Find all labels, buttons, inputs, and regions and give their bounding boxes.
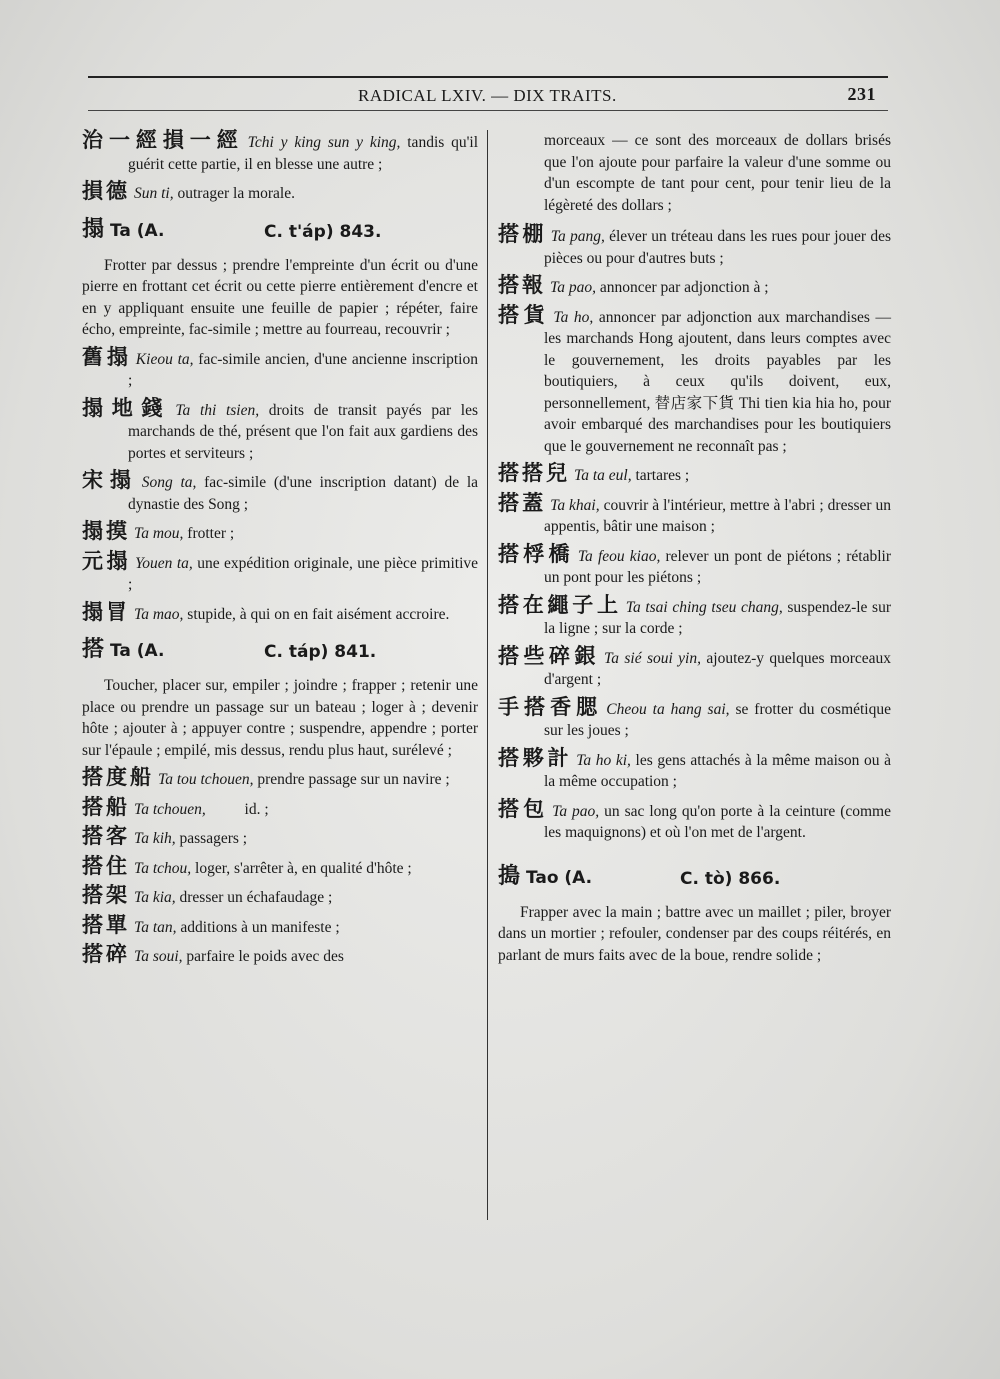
entry: 搭桴橋 Ta feou kiao, relever un pont de piétons ; rétablir un pont pour les piétons ; (498, 541, 891, 586)
entry: 搭度船 Ta tou tchouen, prendre passage sur un navire ; (82, 765, 450, 789)
entry: 搭棚 Ta pang, élever un tréteau dans les rues pour jouer des pièces ou pour d'autres buts ; (498, 222, 891, 267)
entry: 搭單 Ta tan, additions à un manifeste ; (82, 912, 340, 937)
entry: 搨冒 Ta mao, stupide, à qui on en fait aisément accroire. (82, 599, 450, 624)
entry: 舊搨 Kieou ta, fac-simile ancien, d'une ancienne inscription ; (82, 344, 478, 389)
right-column (498, 130, 891, 972)
page-number: 231 (847, 84, 876, 104)
continued-text: morceaux — ce sont des morceaux de dollars brisés que l'on ajoute pour parfaire la valeur d'une somme ou d'un escompte de tant pour cent, pour tenir lieu de la légèreté des dollars ; (544, 132, 891, 214)
column-divider (487, 130, 488, 1220)
entry: 搭船 Ta tchouen, id. ; (82, 794, 269, 819)
headword: 搨 Ta (A. C. t'áp) 843. (82, 216, 382, 242)
entry: 搭貨 Ta ho, annoncer par adjonction aux marchandises — les marchands Hong ajoutent, dans leurs comptes avec le gouvernement, les droits payables par les boutiquiers, à ceux qu'ils doivent, eux, personnellement, 替店家下貨 Thi tien kia hia ho, pour avoir embarqué des marchandises pour les boutiquiers que le gouvernement ne reconnaît pas ; (498, 302, 892, 455)
headword: 搗 Tao (A. C. tò) 866. (498, 863, 781, 889)
entry: 手搭香腮 Cheou ta hang sai, se frotter du cosmétique sur les joues ; (498, 694, 891, 739)
entry: 搨摸 Ta mou, frotter ; (82, 519, 235, 543)
page-header (88, 84, 888, 108)
entry: 損德 Sun ti, outrager la morale. (82, 179, 295, 203)
entry: 搭搭兒 Ta ta eul, tartares ; (498, 461, 690, 485)
definition: Frapper avec la main ; battre avec un maillet ; piler, broyer dans un mortier ; refouler, condenser par des coups réitérés, en parlant de murs faits avec de la boue, rendre solide ; (498, 903, 891, 964)
entry: 搭在繩子上 Ta tsai ching tseu chang, suspendez-le sur la ligne ; sur la corde ; (498, 592, 891, 637)
entry: 搭夥計 Ta ho ki, les gens attachés à la même maison ou à la même occupation ; (498, 745, 892, 790)
definition: Frotter par dessus ; prendre l'empreinte d'un écrit ou d'une pierre en frottant cet écrit ou cette pierre entièrement d'encre et en y appliquant ensuite une feuille de papier ; répéter, faire écho, empreinte, fac-simile ; mettre au fourreau, recouvrir ; (82, 256, 478, 338)
entry: 搭些碎銀 Ta sié soui yin, ajoutez-y quelques morceaux d'argent ; (498, 643, 892, 688)
entry: 搨地錢 Ta thi tsien, droits de transit payés par les marchands de thé, présent que l'on fait aux gardiens des portes et serviteurs ; (82, 395, 479, 462)
entry: 搭蓋 Ta khai, couvrir à l'intérieur, mettre à l'abri ; dresser un appentis, bâtir une maison ; (498, 490, 892, 535)
entry: 搭住 Ta tchou, loger, s'arrêter à, en qualité d'hôte ; (82, 853, 412, 878)
entry: 治一經損一經 Tchi y king sun y king, tandis qu'il guérit cette partie, il en blesse une autre ; (82, 128, 479, 173)
entry: 搭客 Ta kih, passagers ; (82, 824, 248, 848)
page-title: RADICAL LXIV. — DIX TRAITS. (358, 86, 617, 105)
header-rule (88, 110, 888, 111)
entry: 元搨 Youen ta, une expédition originale, une pièce primitive ; (82, 548, 479, 593)
entry: 搭報 Ta pao, annoncer par adjonction à ; (498, 273, 769, 297)
entry: 搭包 Ta pao, un sac long qu'on porte à la ceinture (comme les maquignons) et où l'on met de l'argent. (498, 796, 891, 841)
left-column (82, 130, 478, 974)
top-rule (88, 76, 888, 78)
entry: 搭架 Ta kia, dresser un échafaudage ; (82, 883, 333, 907)
definition: Toucher, placer sur, empiler ; joindre ; frapper ; retenir une place ou prendre un passage sur un bateau ; loger à ; devenir hôte ; ajouter à ; appuyer contre ; suspendre, appendre ; porter sur l'épaule ; empilé, mis dessus, rendu plus haut, surélevé ; (82, 677, 478, 759)
entry: 宋搨 Song ta, fac-simile (d'une inscription datant) de la dynastie des Song ; (82, 468, 478, 513)
entry: 搭碎 Ta soui, parfaire le poids avec des (82, 942, 344, 966)
headword: 搭 Ta (A. C. táp) 841. (82, 637, 377, 662)
